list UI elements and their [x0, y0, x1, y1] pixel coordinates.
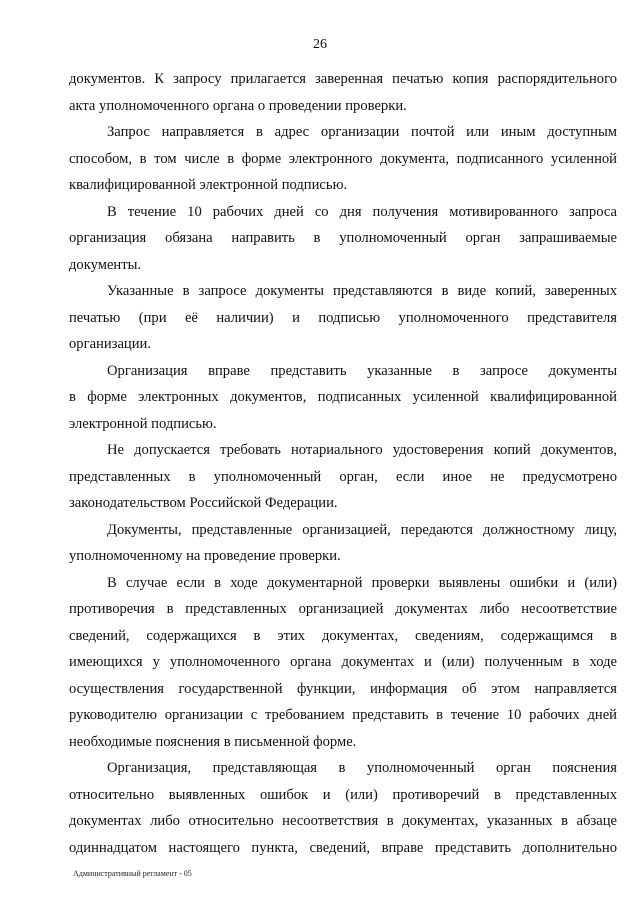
paragraph [69, 278, 617, 358]
text-line: документов. К запросу прилагается заверенная печатью копия распорядительного [69, 71, 617, 87]
paragraph [69, 517, 617, 570]
text-line: Организация вправе представить указанные в запросе документы [107, 362, 617, 379]
text-line: электронной подписью. [69, 415, 217, 432]
text-line: акта уполномоченного органа о проведении проверки. [69, 97, 407, 114]
paragraph [69, 570, 617, 756]
text-line: в форме электронных документов, подписанных усиленной квалифицированной [69, 389, 617, 405]
text-line: одиннадцатом настоящего пункта, сведений, вправе представить дополнительно [69, 839, 617, 856]
paragraph [69, 66, 617, 119]
document-body [69, 66, 617, 861]
text-line: Не допускается требовать нотариального удостоверения копий документов, [107, 442, 617, 458]
text-line: необходимые пояснения в письменной форме. [69, 733, 357, 750]
text-line: имеющихся у уполномоченного органа документах и (или) полученным в ходе [69, 654, 617, 670]
text-line: Указанные в запросе документы представляются в виде копий, заверенных [107, 283, 617, 299]
text-line: документах либо относительно несоответствия в документах, указанных в абзаце [69, 813, 617, 829]
text-line: представленных в уполномоченный орган, если иное не предусмотрено [69, 468, 617, 485]
text-line: Запрос направляется в адрес организации почтой или иным доступным [107, 124, 617, 140]
text-line: В случае если в ходе документарной проверки выявлены ошибки и (или) [107, 574, 617, 591]
text-line: Документы, представленные организацией, передаются должностному лицу, [107, 521, 617, 538]
page-number: 26 [313, 37, 327, 52]
text-line: Организация, представляющая в уполномоченный орган пояснения [107, 760, 617, 776]
paragraph [69, 199, 617, 279]
paragraph [69, 358, 617, 438]
text-line: осуществления государственной функции, информация об этом направляется [69, 680, 617, 697]
text-line: относительно выявленных ошибок и (или) противоречий в представленных [69, 786, 617, 803]
text-line: документы. [69, 256, 142, 273]
text-line: печатью (при её наличии) и подписью уполномоченного представителя [69, 309, 617, 326]
text-line: организация обязана направить в уполномоченный орган запрашиваемые [69, 230, 617, 246]
text-line: В течение 10 рабочих дней со дня получения мотивированного запроса [107, 203, 617, 220]
text-line: уполномоченному на проведение проверки. [69, 548, 341, 564]
text-line: организации. [69, 336, 151, 352]
footer-text: Административный регламент - 05 [73, 869, 192, 878]
paragraph [69, 755, 617, 861]
text-line: противоречия в представленных организацией документах либо несоответствие [69, 601, 617, 617]
paragraph [69, 119, 617, 199]
text-line: квалифицированной электронной подписью. [69, 177, 348, 193]
text-line: руководителю организации с требованием представить в течение 10 рабочих дней [69, 707, 617, 723]
text-line: законодательством Российской Федерации. [69, 495, 338, 511]
text-line: сведений, содержащихся в этих документах, сведениям, содержащимся в [69, 627, 617, 644]
paragraph [69, 437, 617, 517]
text-line: способом, в том числе в форме электронного документа, подписанного усиленной [69, 150, 617, 167]
